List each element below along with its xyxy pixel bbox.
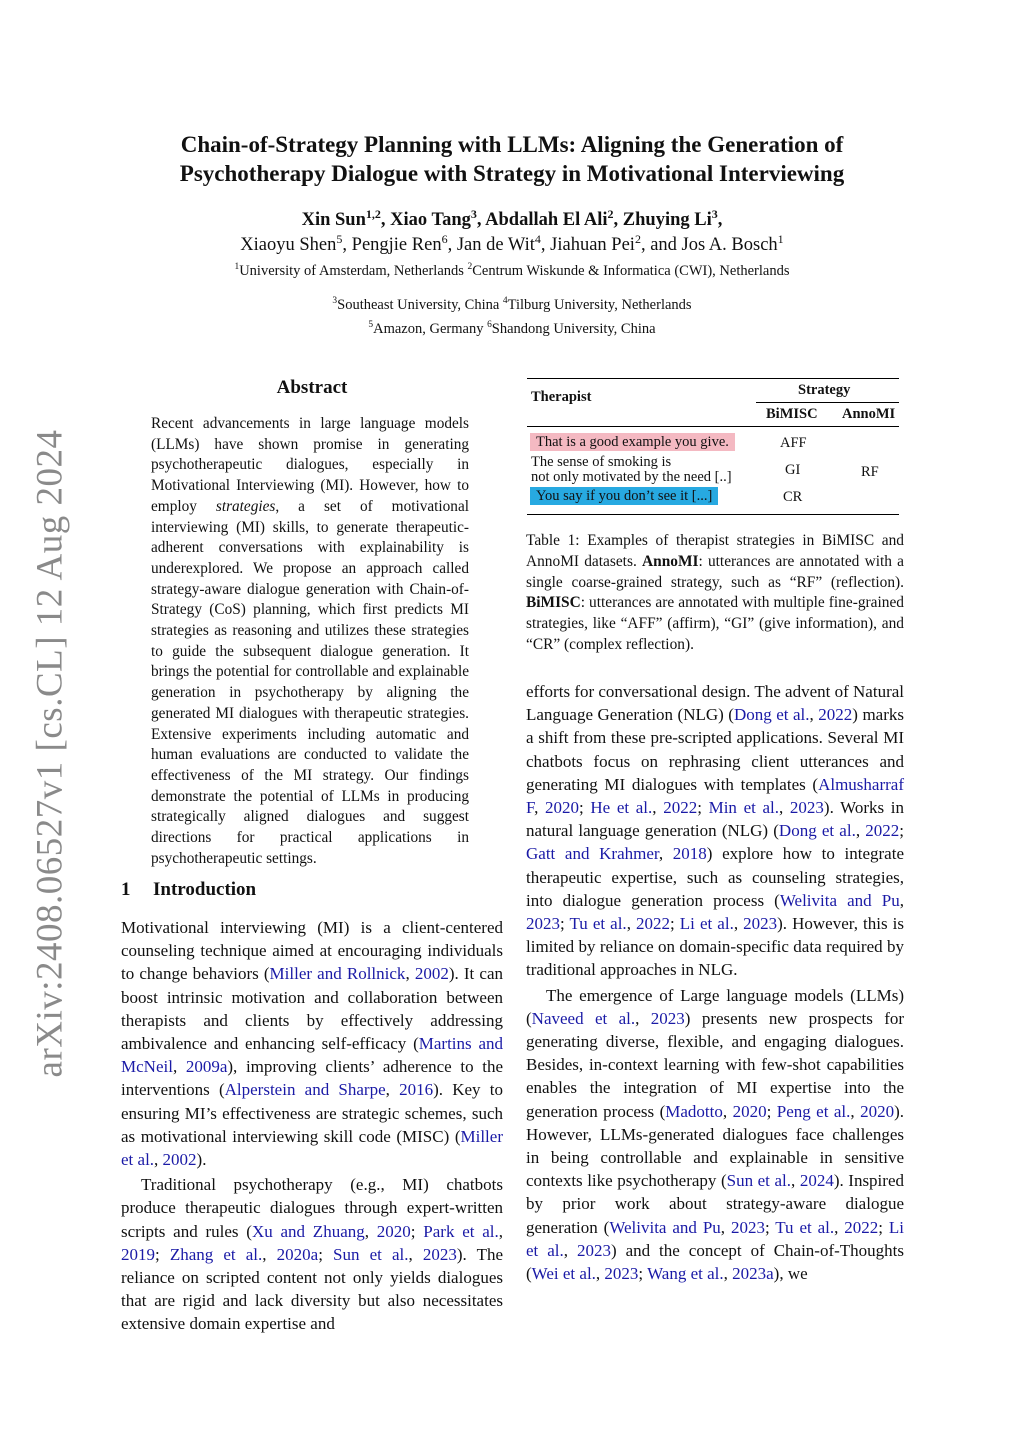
- arxiv-identifier-text: arXiv:2408.06527v1 [cs.CL] 12 Aug 2024: [29, 429, 71, 1077]
- table-header-strategy: Strategy: [798, 382, 851, 398]
- intro-paragraph-1: Motivational interviewing (MI) is a client-centered counseling technique aimed at encouraging individuals to change behaviors (Miller and Rollnick, 2002). It can boost intrinsic motivation and collaboration between therapists and clients by effectively addressing ambivalence and enhancing self-efficacy (Martins and McNeil, 2009a), improving clients’ adherence to the interventions (Alperstein and Sharpe, 2016). Key to ensuring MI’s effectiveness are strategic schemes, such as motivational interviewing skill code (MISC) (Miller et al., 2002).: [121, 918, 504, 1170]
- citation-year-link[interactable]: 2016: [399, 1080, 434, 1100]
- author-affil-sup: 5: [336, 231, 343, 246]
- affil-sup: 4: [502, 296, 508, 307]
- author-affil-sup: 6: [441, 231, 448, 246]
- citation-year-link[interactable]: 2022: [636, 914, 670, 934]
- citation-link[interactable]: Dong et al.: [733, 705, 810, 725]
- citation-link[interactable]: Gatt and Krahmer: [526, 844, 659, 864]
- table-top-rule: [527, 378, 899, 379]
- citation-year-link[interactable]: 2020: [545, 798, 579, 818]
- citation-link[interactable]: Xu and Zhuang: [251, 1221, 365, 1241]
- author-name: Xiaoyu Shen: [240, 235, 337, 255]
- table-caption: [526, 531, 904, 656]
- citation-year-link[interactable]: 2019: [121, 1244, 155, 1264]
- author-list: [120, 208, 904, 258]
- affiliation-line-1: [120, 260, 904, 282]
- citation-year-link[interactable]: 2020a: [276, 1244, 319, 1264]
- highlight-complex-reflection: You say if you don’t see it [...]: [530, 487, 718, 505]
- abstract-emphasis: strategies: [215, 497, 276, 515]
- citation-year-link[interactable]: 2022: [818, 705, 853, 725]
- citation-year-link[interactable]: 2020: [376, 1221, 411, 1241]
- citation-year-link[interactable]: 2002: [162, 1150, 197, 1170]
- citation-year-link[interactable]: 2023: [604, 1264, 639, 1284]
- arxiv-identifier: [20, 429, 80, 1077]
- table-strategy-rule: [756, 402, 899, 403]
- citation-link[interactable]: Tu et al.: [569, 914, 627, 934]
- table-row-2-line-b: not only motivated by the need [..]: [531, 469, 732, 485]
- citation-year-link[interactable]: 2023: [730, 1217, 765, 1237]
- abstract-body: [151, 414, 469, 869]
- author-line-1: Xin Sun$^{1,2}$, Xiao Tang$^3$, Abdallah El Ali$^2$, Zhuying Li$^3$,: [301, 206, 723, 230]
- author-line-2: Xiaoyu Shen$^5$, Pengjie Ren$^6$, Jan de Wit$^4$, Jiahuan Pei$^2$, and Jos A. Bosch$^1$: [240, 231, 784, 255]
- author-name: Jan de Wit: [456, 235, 535, 255]
- table-header-annomi: AnnoMI: [842, 406, 896, 422]
- author-name: Pengjie Ren: [351, 235, 442, 255]
- table-header-rule: [527, 426, 899, 427]
- citation-year-link[interactable]: 2023: [789, 798, 824, 818]
- affil-sup: 3: [332, 296, 338, 307]
- intro-left-column: [121, 916, 503, 1336]
- caption-bold: AnnoMI: [642, 552, 699, 570]
- citation-link[interactable]: Park et al.: [423, 1221, 499, 1241]
- table-row-1-bimisc: AFF: [780, 435, 807, 451]
- citation-link[interactable]: Li et al.: [526, 1217, 905, 1260]
- table-header-bimisc: BiMISC: [766, 406, 818, 422]
- citation-link[interactable]: Tu et al.: [775, 1217, 835, 1237]
- affil-sup: 5: [368, 320, 374, 331]
- citation-link[interactable]: Wei et al.: [531, 1264, 596, 1284]
- title-line-2: Psychotherapy Dialogue with Strategy in Motivational Interviewing: [179, 161, 845, 186]
- caption-text: Table 1: Examples of therapist strategies in BiMISC and AnnoMI datasets.: [526, 532, 904, 570]
- citation-year-link[interactable]: 2002: [414, 964, 449, 984]
- affiliation: Tilburg University, Netherlands: [507, 297, 692, 313]
- affiliation-line-3: [120, 318, 904, 340]
- intro-paragraph-3: efforts for conversational design. The advent of Natural Language Generation (NLG) (Dong et al., 2022) marks a shift from these pre-scripted applications. Several MI chatbots focus on rephrasing client utterances and generating MI dialogues with templates (Almusharraf F, 2020; He et al., 2022; Min et al., 2023). Works in natural language generation (NLG) (Dong et al., 2022; Gatt and Krahmer, 2018) explore how to integrate therapeutic expertise, such as counseling strategies, into dialogue generation process (Welivita and Pu, 2023; Tu et al., 2022; Li et al., 2023). However, this is limited by reliance on domain-specific data required by traditional approaches in NLG.: [526, 682, 905, 980]
- intro-right-column: [526, 680, 904, 1285]
- affil-sup: 2: [467, 262, 473, 273]
- author-name: Xin Sun: [301, 210, 366, 230]
- citation-link[interactable]: Peng et al.: [776, 1101, 851, 1121]
- author-affil-sup: 1,2: [365, 206, 381, 221]
- abstract-paragraph: [151, 414, 469, 869]
- citation-year-link[interactable]: 2018: [672, 844, 707, 864]
- citation-link[interactable]: Zhang et al.: [169, 1244, 263, 1264]
- author-name: Jos A. Bosch: [681, 235, 778, 255]
- citation-year-link[interactable]: 2022: [865, 821, 900, 841]
- author-affil-sup: 1: [777, 231, 784, 246]
- citation-link[interactable]: Welivita and Pu: [779, 890, 900, 910]
- citation-link[interactable]: Sun et al.: [726, 1171, 791, 1191]
- author-affil-sup: 3: [470, 206, 477, 221]
- citation-year-link[interactable]: 2024: [799, 1171, 834, 1191]
- citation-link[interactable]: Dong et al.: [778, 821, 856, 841]
- author-affil-sup: 4: [534, 231, 541, 246]
- table-row-3-bimisc: CR: [783, 489, 803, 505]
- citation-link[interactable]: Madotto: [665, 1101, 723, 1121]
- table-header-therapist: Therapist: [531, 389, 592, 405]
- citation-year-link[interactable]: 2022: [663, 798, 698, 818]
- intro-paragraph-4: The emergence of Large language models (LLMs) (Naveed et al., 2023) presents new prospects for generating diverse, flexible, and engaging dialogues. Besides, in-context learning with few-shot capabilities enables the integration of MI expertise into the generation process (Madotto, 2020; Peng et al., 2020). However, LLMs-generated dialogues face challenges in being controllable and explainable in sensitive contexts like psychotherapy (Sun et al., 2024). Inspired by prior work about strategy-aware dialogue generation (Welivita and Pu, 2023; Tu et al., 2022; Li et al., 2023) and the concept of Chain-of-Thoughts (Wei et al., 2023; Wang et al., 2023a), we: [526, 985, 905, 1284]
- table-row-1-text: [530, 434, 735, 451]
- citation-link[interactable]: Miller et al.: [121, 1126, 503, 1170]
- citation-link[interactable]: Welivita and Pu: [609, 1217, 721, 1237]
- citation-year-link[interactable]: 2020: [732, 1101, 767, 1121]
- citation-year-link[interactable]: 2022: [844, 1217, 879, 1237]
- intro-paragraph-2: Traditional psychotherapy (e.g., MI) chatbots produce therapeutic dialogues through expert-written scripts and rules (Xu and Zhuang, 2020; Park et al., 2019; Zhang et al., 2020a; Sun et al., 2023). The reliance on scripted content not only yields dialogues that are rigid and lack diversity but also necessitates extensive domain expertise and: [121, 1175, 504, 1334]
- abstract-heading: Abstract: [276, 377, 348, 398]
- citation-year-link[interactable]: 2023: [526, 914, 560, 934]
- table-row-3-text: [530, 488, 718, 505]
- citation-link[interactable]: Miller and Rollnick: [269, 964, 406, 984]
- citation-year-link[interactable]: 2023: [650, 1008, 685, 1028]
- author-name: Xiao Tang: [390, 210, 471, 230]
- author-name: Jiahuan Pei: [550, 235, 635, 255]
- highlight-affirm: That is a good example you give.: [530, 433, 735, 451]
- citation-link[interactable]: Naveed et al.: [531, 1008, 636, 1028]
- affiliation: Southeast University, China: [337, 297, 500, 313]
- citation-link[interactable]: He et al.: [590, 798, 653, 818]
- caption-text: : utterances are annotated with a single coarse-grained strategy, such as “RF” (reflection).: [526, 552, 905, 591]
- caption-bold: BiMISC: [526, 594, 581, 612]
- caption-text: : utterances are annotated with multiple fine-grained strategies, like “AFF” (affirm), “GI” (give information), and “CR” (complex reflection).: [526, 594, 904, 653]
- citation-link[interactable]: Alperstein and Sharpe: [224, 1080, 386, 1100]
- title-line-1: Chain-of-Strategy Planning with LLMs: Aligning the Generation of: [180, 132, 844, 157]
- author-name: Abdallah El Ali: [485, 210, 608, 230]
- affil-sup: 6: [487, 320, 492, 331]
- author-name: Zhuying Li: [622, 210, 712, 230]
- author-affil-sup: 2: [607, 206, 614, 221]
- paper-title: [120, 130, 904, 188]
- table-row-2-bimisc: GI: [785, 462, 801, 478]
- affiliation-line-2: [120, 294, 904, 316]
- table-row-2-text: [531, 455, 732, 485]
- affiliation: Shandong University, China: [491, 321, 656, 337]
- section-title: Introduction: [153, 879, 257, 900]
- citation-year-link[interactable]: 2020: [860, 1101, 895, 1121]
- citation-link[interactable]: Min et al.: [708, 798, 780, 818]
- table-annomi-value: RF: [861, 464, 879, 480]
- section-heading-introduction: [121, 879, 256, 901]
- affiliation: Centrum Wiskunde & Informatica (CWI), Netherlands: [472, 263, 790, 279]
- citation-link[interactable]: Almusharraf F: [526, 774, 904, 818]
- abstract-text: , a set of motivational interviewing (MI) skills, to generate therapeutic-adherent conversations with explainability is underexplored. We propose an approach called strategy-aware dialogue generation with Chain-of-Strategy (CoS) planning, which first predicts MI strategies as reasoning and utilizes these strategies to guide the subsequent dialogue generation. It brings the potential for controllable and explainable generation in psychotherapy by aligning the generated MI dialogues with therapeutic strategies. Extensive experiments including automatic and human evaluations are conducted to validate the effectiveness of the MI strategy. Our findings demonstrate the potential of LLMs in producing strategically aligned dialogues and suggest directions for practical applications in psychotherapeutic settings.: [151, 497, 469, 867]
- affiliation: University of Amsterdam, Netherlands: [239, 263, 464, 279]
- table-bottom-rule: [527, 514, 899, 515]
- citation-link[interactable]: Sun et al.: [333, 1244, 409, 1264]
- citation-link[interactable]: Wang et al.: [647, 1264, 724, 1284]
- citation-year-link[interactable]: 2023: [576, 1240, 611, 1260]
- abstract-text: Recent advancements in large language models (LLMs) have shown promise in generating psychotherapeutic dialogues, especially in Motivational Interviewing (MI). However, how to employ: [151, 415, 469, 515]
- affiliation: Amazon, Germany: [373, 321, 484, 337]
- citation-year-link[interactable]: 2023: [743, 914, 778, 934]
- citation-year-link[interactable]: 2009a: [185, 1057, 228, 1077]
- citation-year-link[interactable]: 2023a: [732, 1264, 774, 1284]
- section-number: 1: [121, 879, 131, 900]
- author-affil-sup: 3: [711, 206, 718, 221]
- citation-link[interactable]: Li et al.: [679, 914, 734, 934]
- author-affil-sup: 2: [634, 231, 641, 246]
- affil-sup: 1: [234, 262, 240, 273]
- citation-year-link[interactable]: 2023: [422, 1244, 457, 1264]
- table-row-2-line-a: The sense of smoking is: [531, 454, 672, 470]
- citation-link[interactable]: Martins and McNeil: [121, 1034, 503, 1077]
